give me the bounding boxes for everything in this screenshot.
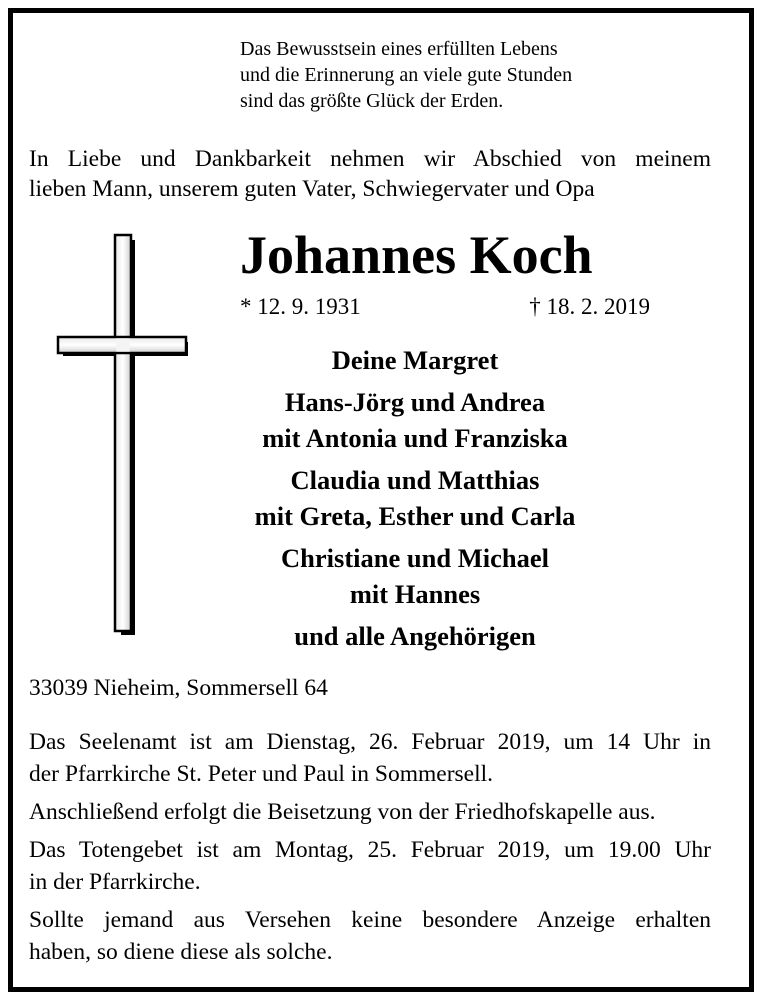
requiem-line: Das Seelenamt ist am Dienstag, 26. Februar 2019, um 14 Uhr in bbox=[29, 729, 711, 755]
deceased-name: Johannes Koch bbox=[240, 225, 593, 285]
mourners-list bbox=[220, 342, 610, 654]
closing-line: haben, so diene diese als solche. bbox=[29, 939, 333, 965]
closing-line: Sollte jemand aus Versehen keine besondere Anzeige erhalten bbox=[29, 907, 711, 933]
mourner-line: mit Antonia und Franziska bbox=[262, 423, 568, 453]
mourner-line: Christiane und Michael bbox=[281, 543, 549, 573]
intro-line: In Liebe und Dankbarkeit nehmen wir Abschied von meinem bbox=[29, 146, 711, 172]
motto-line: Das Bewusstsein eines erfüllten Lebens bbox=[240, 38, 558, 60]
service-info bbox=[29, 726, 711, 968]
prayer-line: in der Pfarrkirche. bbox=[29, 869, 201, 895]
mourner-line: mit Hannes bbox=[349, 579, 481, 609]
requiem-line: der Pfarrkirche St. Peter und Paul in Sommersell. bbox=[29, 761, 494, 787]
cross-icon bbox=[48, 225, 188, 635]
mourner-line: Deine Margret bbox=[331, 345, 499, 375]
family-address: 33039 Nieheim, Sommersell 64 bbox=[29, 675, 328, 701]
birth-date: * 12. 9. 1931 bbox=[240, 294, 361, 319]
memorial-motto bbox=[240, 36, 700, 114]
prayer-line: Das Totengebet ist am Montag, 25. Februar 2019, um 19.00 Uhr bbox=[29, 837, 711, 863]
death-date: † 18. 2. 2019 bbox=[529, 294, 650, 319]
mourner-line: Hans-Jörg und Andrea bbox=[284, 387, 546, 417]
motto-line: und die Erinnerung an viele gute Stunden bbox=[240, 64, 573, 86]
mourner-line: Claudia und Matthias bbox=[290, 465, 540, 495]
burial-line: Anschließend erfolgt die Beisetzung von der Friedhofskapelle aus. bbox=[29, 799, 656, 825]
intro-text bbox=[29, 144, 711, 204]
intro-line: lieben Mann, unserem guten Vater, Schwiegervater und Opa bbox=[29, 176, 595, 202]
mourner-line: und alle Angehörigen bbox=[294, 621, 536, 651]
mourner-line: mit Greta, Esther und Carla bbox=[254, 501, 576, 531]
motto-line: sind das größte Glück der Erden. bbox=[240, 90, 504, 112]
